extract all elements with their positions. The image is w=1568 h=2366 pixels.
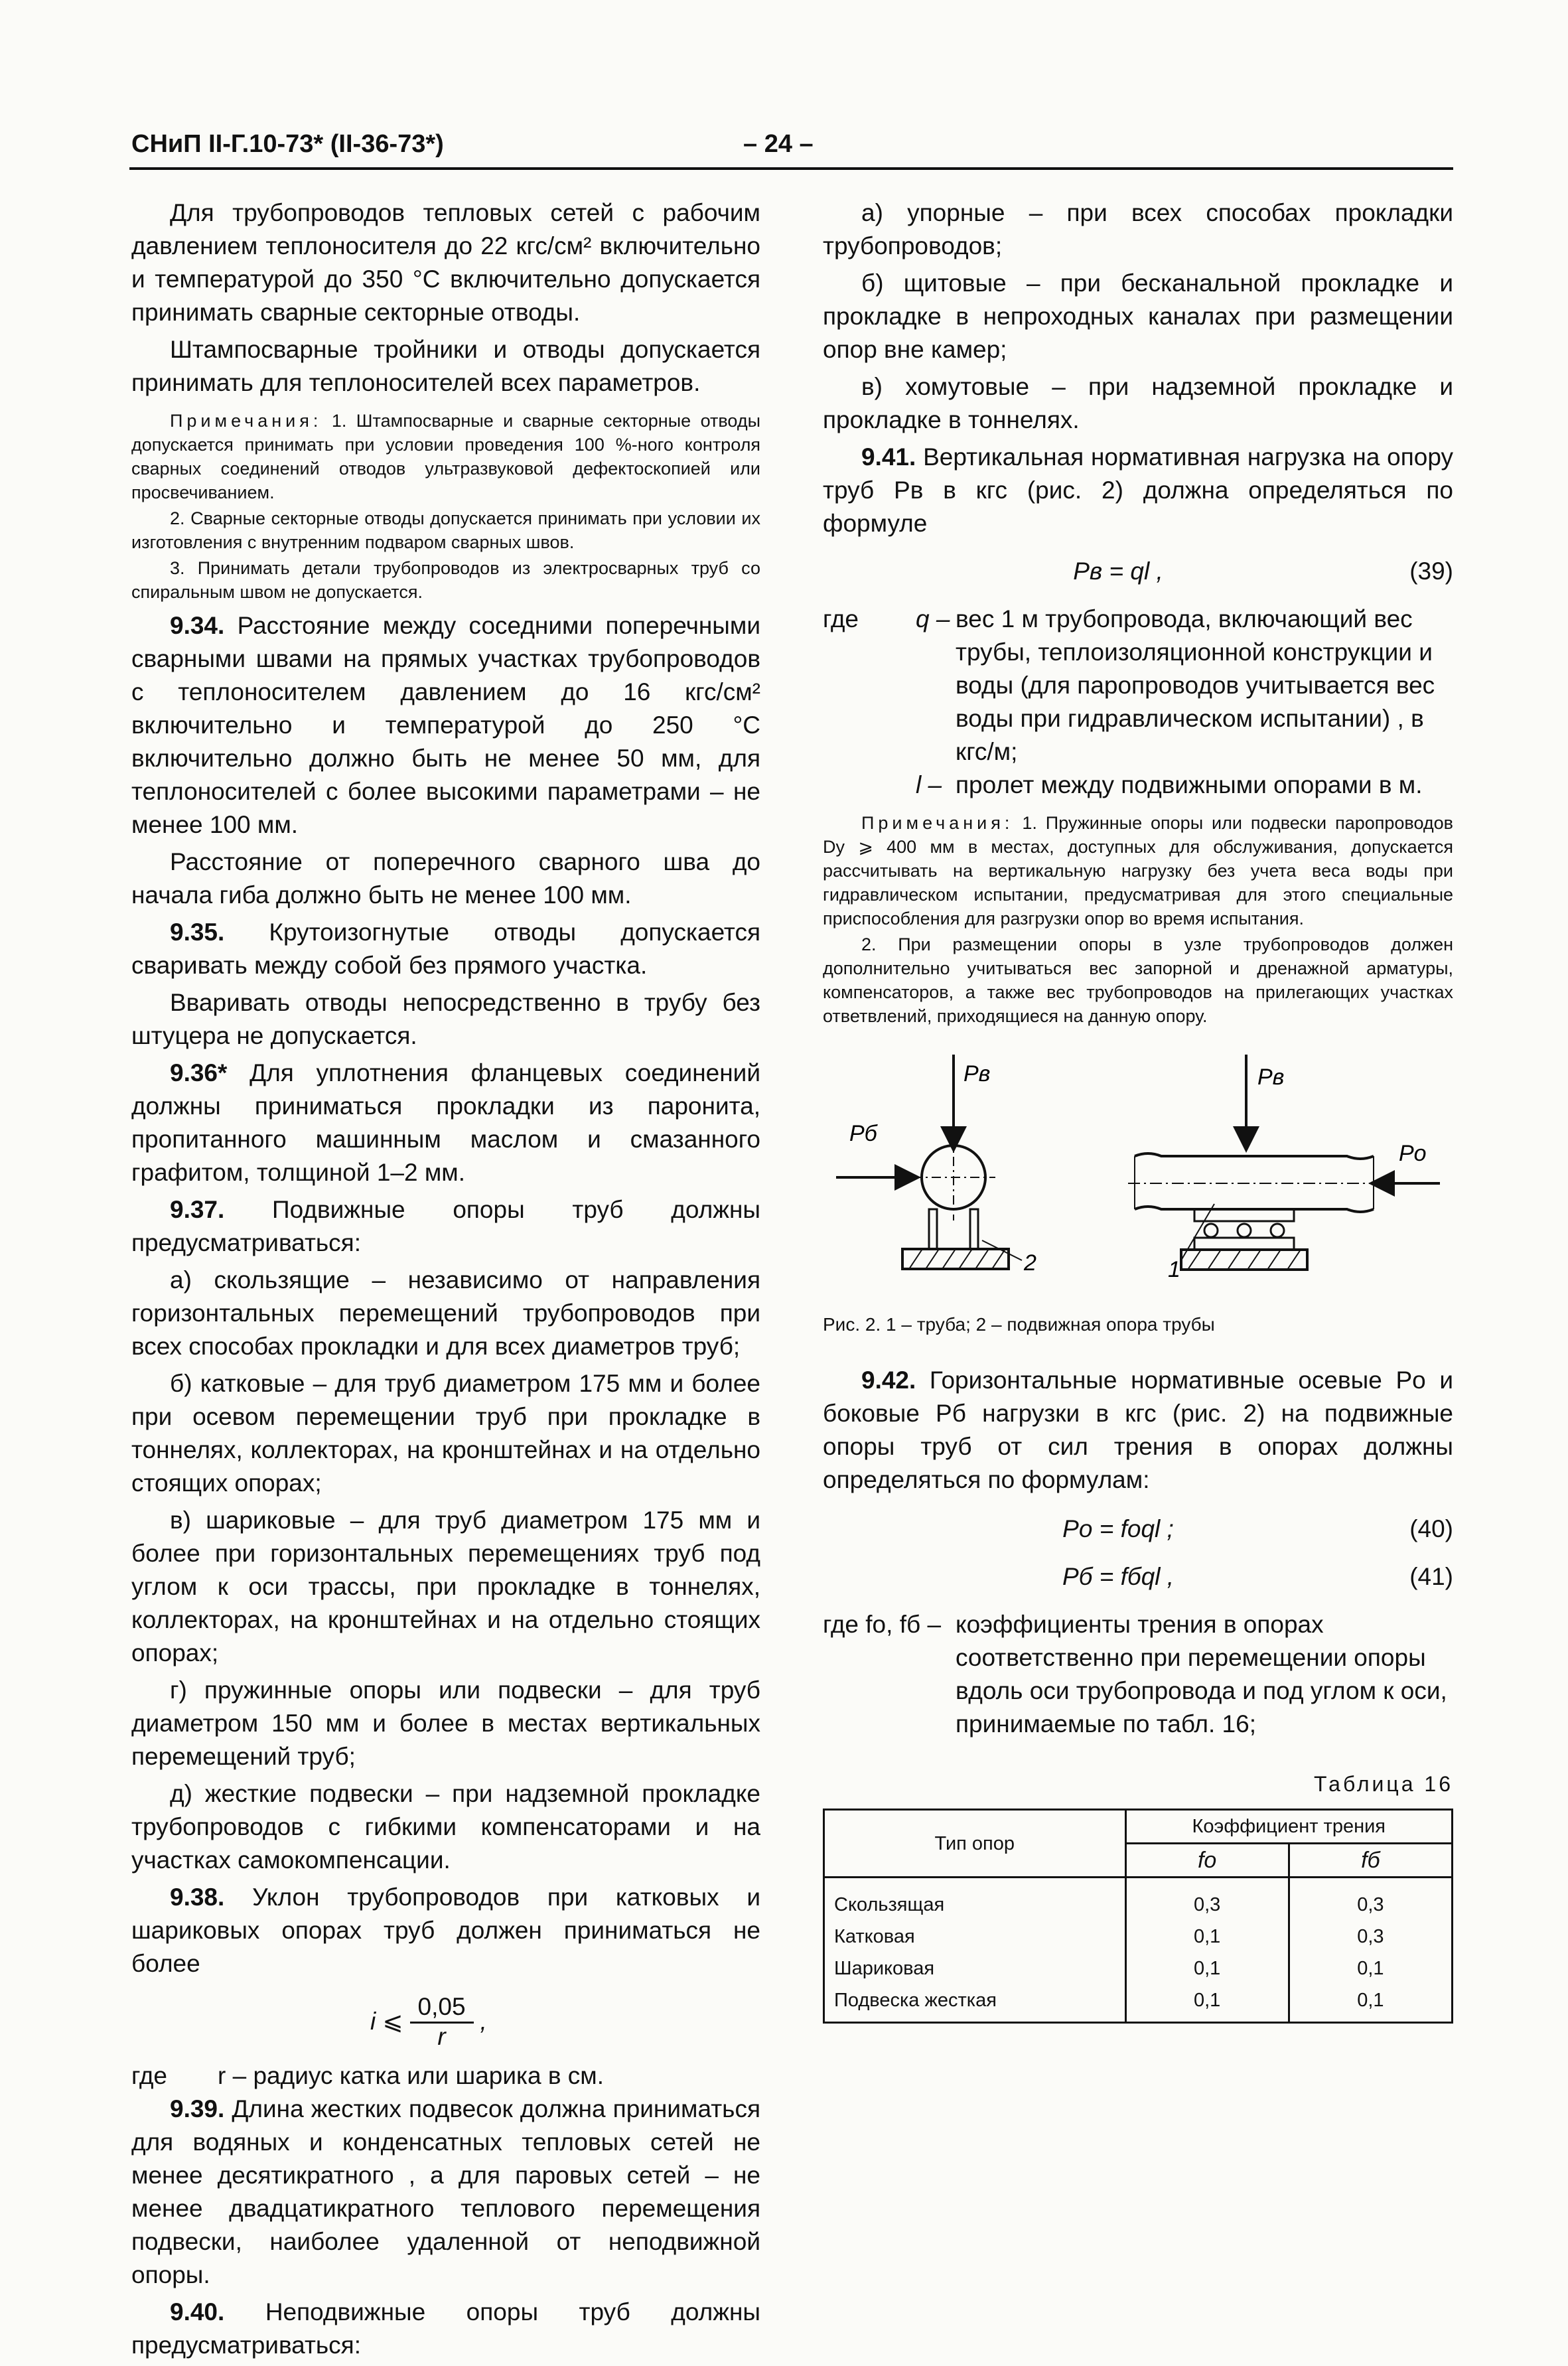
list-item: г) пружинные опоры или подвески – для труб диаметром 150 мм и более в местах вертикальных перемещений труб; [131, 1676, 760, 1770]
column-header: Тип опор [824, 1810, 1126, 1878]
fraction-denominator: r [437, 2023, 446, 2050]
table-cell: 0,3 [1289, 1878, 1452, 1921]
clause-text: Для уплотнения фланцевых соединений должны приниматься прокладки из паронита, пропитанного машинным маслом и смазанного графитом, толщиной 1–2 мм. [131, 1059, 760, 1186]
where-definition: пролет между подвижными опорами в м. [956, 771, 1423, 798]
table-cell: Шариковая [824, 1953, 1126, 1984]
where-word: где [131, 2062, 168, 2089]
clause-9-34 [131, 609, 760, 842]
label-support: 2 [1024, 1250, 1036, 1276]
formula-40 [823, 1513, 1453, 1560]
table-cell: 0,1 [1125, 1984, 1289, 2023]
list-item: д) жесткие подвески – при надземной прокладке трубопроводов с гибкими компенсаторами и на участках самокомпенсации. [131, 1780, 760, 1874]
clause-9-36 [131, 1057, 760, 1189]
label-pipe: 1 [1168, 1257, 1180, 1282]
paragraph: Для трубопроводов тепловых сетей с рабочим давлением теплоносителя до 22 кгс/см² включительно и температурой до 350 °С включительно допускается принимать сварные секторные отводы. [131, 199, 760, 326]
figure-2 [823, 1048, 1453, 1307]
where-definition: вес 1 м трубопровода, включающий вес трубы, теплоизоляционной конструкции и воды (для паропроводов учитывается вес воды при гидравлическом испытании) , в кгс/м; [956, 605, 1435, 765]
note: 2. Сварные секторные отводы допускается принимать при условии их изготовления с внутренним подваром сварных швов. [131, 508, 760, 552]
where-symbol: l – [916, 771, 942, 798]
table-cell: Катковая [824, 1921, 1126, 1953]
list-item: а) упорные – при всех способах прокладки трубопроводов; [823, 199, 1453, 259]
paragraph: Расстояние от поперечного сварного шва до начала гиба должно быть не менее 100 мм. [131, 848, 760, 909]
clause-text: Длина жестких подвесок должна приниматься для водяных и конденсатных тепловых сетей не менее десятикратного , а для паровых сетей – не менее двадцатикратного теплового перемещения подвески, наиболее удаленной от неподвижной опоры. [131, 2095, 760, 2288]
note: 2. При размещении опоры в узле трубопроводов должен дополнительно учитываться вес запорной и дренажной арматуры, компенсаторов, а также вес трубопроводов на прилегающих участках ответвлений, приходящиеся на данную опору. [823, 934, 1453, 1026]
table-row [824, 1878, 1453, 1921]
where-q [823, 603, 1453, 769]
clause-number: 9.41. [861, 443, 916, 471]
support-base [902, 1249, 1009, 1269]
slope-formula [131, 1992, 760, 2050]
figure-caption: Рис. 2. 1 – труба; 2 – подвижная опора трубы [823, 1314, 1215, 1335]
formula-tail: , [480, 2007, 487, 2035]
clause-text: Неподвижные опоры труб должны предусматриваться: [131, 2298, 760, 2359]
clause-number: 9.39. [170, 2095, 225, 2122]
clause-text: Подвижные опоры труб должны предусматриваться: [131, 1196, 760, 1256]
where-definition: r – радиус катка или шарика в см. [218, 2062, 605, 2089]
table-cell: 0,1 [1125, 1921, 1289, 1953]
column-header: Коэффициент трения [1125, 1810, 1452, 1844]
clause-9-38 [131, 1881, 760, 1980]
clause-number: 9.38. [170, 1884, 225, 1911]
friction-table [823, 1809, 1453, 2024]
notes-block [823, 811, 1453, 1028]
note [823, 811, 1453, 930]
where-f [823, 1608, 1453, 1741]
right-column [823, 196, 1453, 2024]
side-load-label: Pб [849, 1121, 877, 1146]
notes-label: Примечания: [170, 411, 322, 431]
clause-9-42 [823, 1364, 1453, 1497]
support-base [1181, 1250, 1307, 1270]
axial-load-label: Pо [1399, 1141, 1427, 1166]
fraction-numerator: 0,05 [410, 1992, 474, 2024]
clause-9-35 [131, 916, 760, 982]
where-word: где [823, 605, 859, 632]
list-item: в) шариковые – для труб диаметром 175 мм и более при горизонтальных перемещениях труб под углом к оси трассы, при прокладке в тоннелях, коллекторах, на кронштейнах и на отдельно стоящих опорах; [131, 1507, 760, 1666]
notes-block [131, 409, 760, 604]
clause-number: 9.34. [170, 612, 225, 639]
doc-code: СНиП II-Г.10-73* (II-36-73*) [131, 130, 444, 158]
note-text: 1. Штампосварные и сварные секторные отводы допускается принимать при условии проведения 100 %-ного контроля сварных соединений отводов ультразвуковой дефектоскопией или просвечиванием. [131, 411, 760, 502]
note [131, 409, 760, 504]
formula-expression: Pо = fоql ; [1062, 1515, 1174, 1542]
table-cell: 0,3 [1125, 1878, 1289, 1921]
table-cell: 0,3 [1289, 1921, 1452, 1953]
fraction-stack [410, 1992, 474, 2050]
clause-text: Уклон трубопроводов при катковых и шариковых опорах труб должен приниматься не более [131, 1884, 761, 1977]
formula-expression: Pб = fбql , [1062, 1563, 1175, 1590]
list-item: в) хомутовые – при надземной прокладке и прокладке в тоннелях. [823, 373, 1453, 433]
list-item: б) щитовые – при бесканальной прокладке и прокладке в непроходных каналах при размещении опор вне камер; [823, 269, 1453, 363]
note-text: 1. Пружинные опоры или подвески паропроводов Dу ⩾ 400 мм в местах, доступных для обслуживания, допускается рассчитывать на вертикальную нагрузку без учета веса воды при гидравлическом испытании, предусматривая для этого специальные приспособления для разгрузки опор во время испытания. [823, 813, 1453, 928]
vertical-load-label: Pв [963, 1061, 991, 1086]
notes-label: Примечания: [861, 813, 1014, 833]
clause-number: 9.40. [170, 2298, 225, 2326]
table-cell: 0,1 [1289, 1984, 1452, 2023]
where-l [823, 769, 1453, 802]
table-row [824, 1984, 1453, 2023]
formula-number: (41) [1409, 1563, 1453, 1590]
table-title: Таблица 16 [1314, 1772, 1453, 1796]
table-cell: 0,1 [1289, 1953, 1452, 1984]
paragraph: Штампосварные тройники и отводы допускается принимать для теплоносителей всех параметров. [131, 336, 760, 396]
clause-text: Вертикальная нормативная нагрузка на опору труб Pв в кгс (рис. 2) должна определяться по формуле [823, 443, 1453, 537]
formula-number: (39) [1409, 557, 1453, 585]
clause-9-40 [131, 2296, 760, 2362]
clause-number: 9.37. [170, 1196, 225, 1223]
table-cell: Скользящая [824, 1878, 1126, 1921]
clause-number: 9.42. [861, 1367, 916, 1394]
list-item: а) скользящие – независимо от направления горизонтальных перемещений трубопроводов при всех способах прокладки и для всех диаметров труб; [131, 1266, 760, 1360]
clause-9-37 [131, 1193, 760, 1260]
formula-expression: Pв = ql , [1073, 557, 1163, 585]
vertical-load-label: Pв [1257, 1065, 1285, 1090]
list-item: б) катковые – для труб диаметром 175 мм и более при осевом перемещении труб при прокладке в тоннелях, коллекторах, на кронштейнах и на отдельно стоящих опорах; [131, 1370, 760, 1497]
page-number: – 24 – [743, 130, 814, 158]
note: 3. Принимать детали трубопроводов из электросварных труб со спиральным швом не допускается. [131, 558, 760, 602]
paragraph: Вваривать отводы непосредственно в трубу без штуцера не допускается. [131, 989, 760, 1049]
formula-lhs: i ⩽ [370, 2007, 403, 2035]
table-cell: 0,1 [1125, 1953, 1289, 1984]
fraction [370, 1992, 487, 2050]
column-header: fо [1125, 1844, 1289, 1878]
where-r [131, 2059, 760, 2093]
column-header: fб [1289, 1844, 1452, 1878]
table-row [824, 1953, 1453, 1984]
support-diagram [823, 1048, 1453, 1307]
table-cell: Подвеска жесткая [824, 1984, 1126, 2023]
header-rule [129, 167, 1453, 170]
clause-text: Расстояние между соседними поперечными сварными швами на прямых участках трубопроводов с теплоносителем давлением до 16 кгс/см² включительно и температурой до 250 °С включительно должно быть не менее 50 мм, для теплоносителей с более высокими параметрами – не менее 100 мм. [131, 612, 760, 838]
clause-text: Крутоизогнутые отводы допускается сваривать между собой без прямого участка. [131, 919, 761, 979]
clause-9-41 [823, 441, 1453, 540]
left-column [131, 196, 760, 2366]
formula-41 [823, 1560, 1453, 1608]
where-symbol: где fо, fб – [823, 1611, 942, 1638]
clause-9-39 [131, 2093, 760, 2292]
clause-number: 9.36* [170, 1059, 228, 1086]
table-row [824, 1921, 1453, 1953]
clause-number: 9.35. [170, 919, 225, 946]
clause-text: Горизонтальные нормативные осевые Pо и боковые Pб нагрузки в кгс (рис. 2) на подвижные опоры труб от сил трения в опорах должны определяться по формулам: [823, 1367, 1453, 1493]
where-symbol: q – [916, 605, 950, 632]
formula-39 [823, 555, 1453, 603]
formula-number: (40) [1409, 1515, 1453, 1542]
where-definition: коэффициенты трения в опорах соответственно при перемещении опоры вдоль оси трубопровода и под углом к оси, принимаемые по табл. 16; [956, 1611, 1447, 1738]
